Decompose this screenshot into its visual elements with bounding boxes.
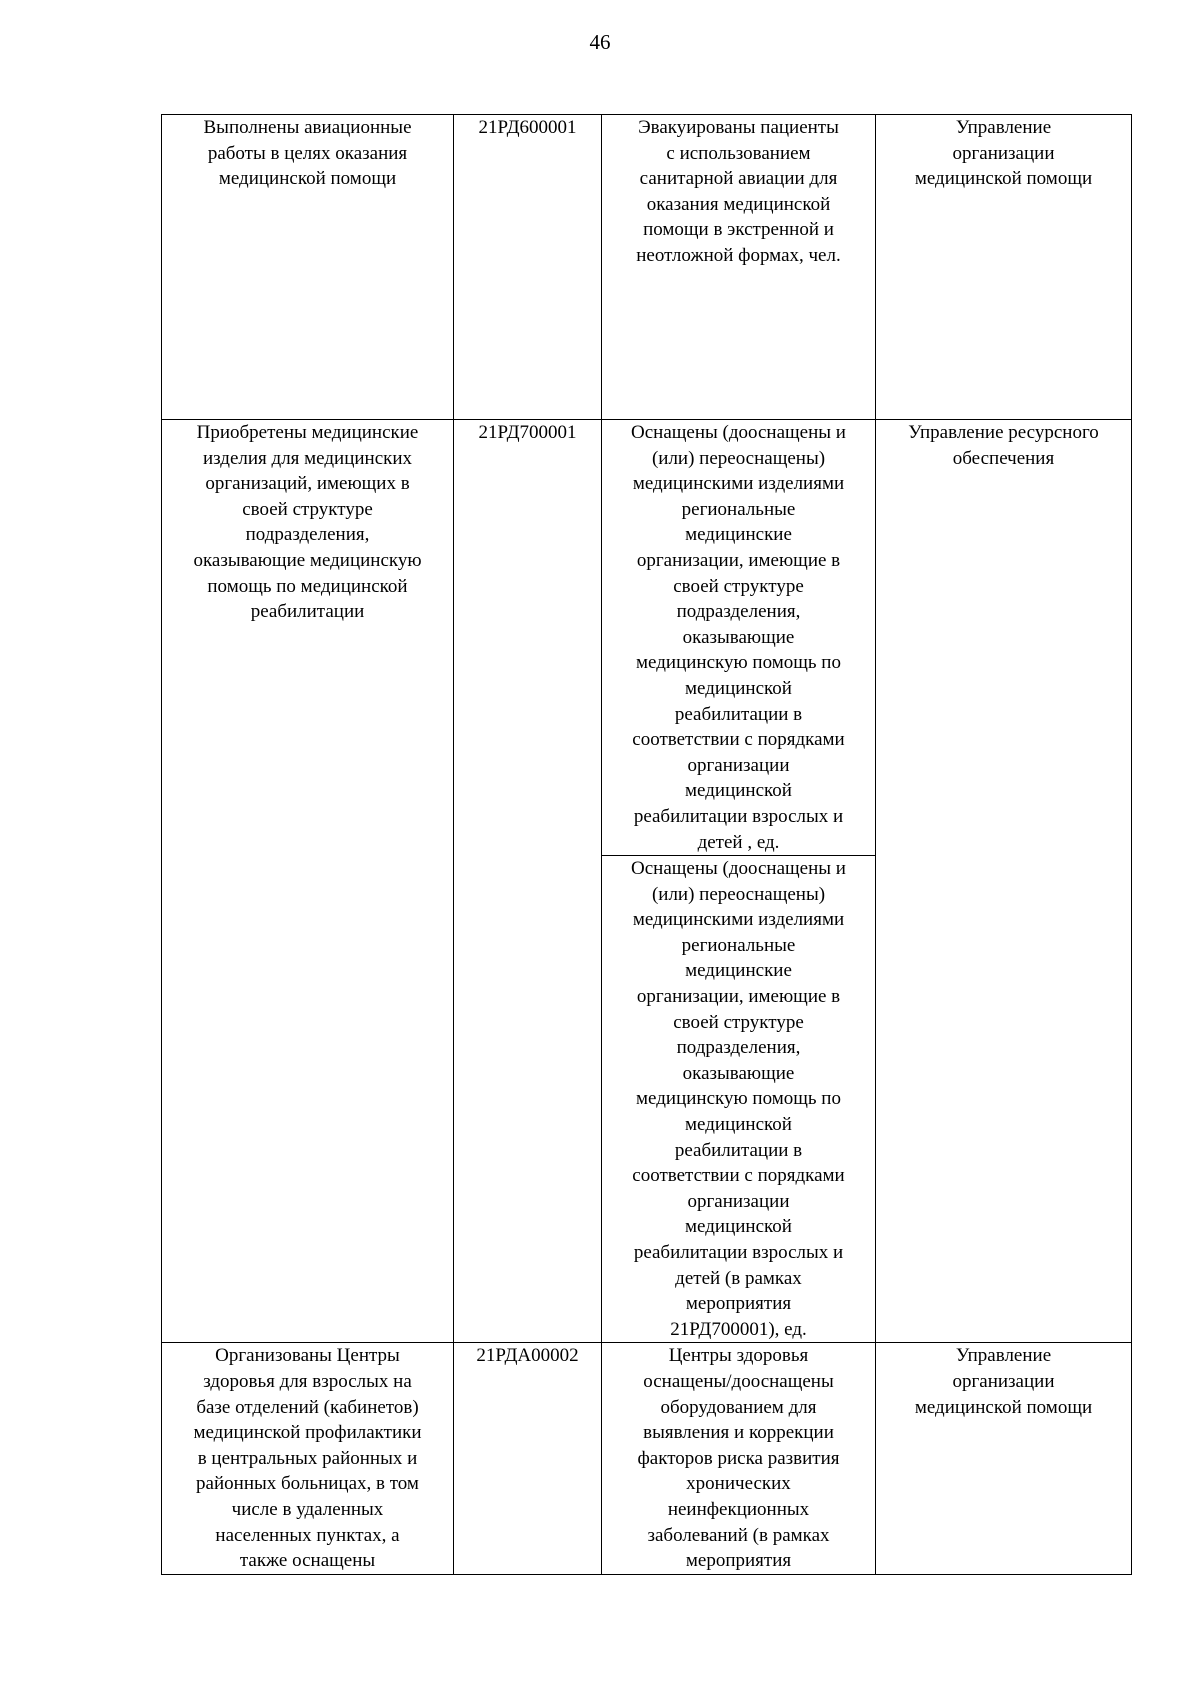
cell-text-line: подразделения, <box>676 1037 801 1059</box>
table-row <box>162 115 1132 420</box>
cell-text-line: реабилитации взрослых и <box>633 805 844 827</box>
cell-text-line: оказания медицинской <box>646 193 831 215</box>
cell-text-line: реабилитации взрослых и <box>633 1242 844 1263</box>
cell-text-line: Приобретены медицинские <box>196 422 419 443</box>
cell-text-line: медицинской <box>685 677 792 699</box>
indicator-cell <box>602 856 876 1343</box>
cell-text-line: оказывающие медицинскую <box>193 549 422 571</box>
responsible-cell <box>876 115 1132 420</box>
cell-text-line: помощь по медицинской <box>207 575 408 597</box>
cell-text-line: Управление <box>955 1345 1052 1367</box>
cell-text-line: числе в удаленных <box>231 1498 384 1520</box>
cell-text-line: региональные <box>681 498 796 520</box>
measures-table <box>161 114 1132 1575</box>
cell-text-line: (или) переоснащены) <box>651 883 826 905</box>
cell-text-line: медицинской помощи <box>914 168 1093 190</box>
indicator-cell <box>602 420 876 856</box>
code-text: 21РД600001 <box>478 117 577 138</box>
cell-text-line: реабилитации в <box>674 1139 803 1161</box>
cell-text-line: обеспечения <box>952 447 1055 469</box>
cell-text-line: медицинской <box>685 1216 792 1238</box>
cell-text-line: здоровья для взрослых на <box>203 1370 412 1392</box>
cell-text-line: Управление <box>955 117 1052 138</box>
cell-text-line: организации <box>952 142 1055 164</box>
cell-text-line: медицинской профилактики <box>193 1422 422 1444</box>
table-row <box>162 420 1132 856</box>
cell-text-line: детей , ед. <box>697 831 780 853</box>
cell-text-line: с использованием <box>666 142 811 164</box>
result-cell <box>162 1343 454 1574</box>
cell-text-line: подразделения, <box>676 601 801 623</box>
cell-text-line: районных больницах, в том <box>196 1473 419 1495</box>
cell-text-line: Организованы Центры <box>215 1345 400 1367</box>
cell-text-line: мероприятия <box>685 1550 792 1572</box>
cell-text-line: Управление ресурсного <box>908 422 1099 443</box>
cell-text-line: оборудованием для <box>660 1396 817 1418</box>
cell-text-line: выявления и коррекции <box>643 1422 834 1444</box>
cell-text-line: своей структуре <box>673 1011 804 1033</box>
cell-text-line: неинфекционных <box>667 1498 810 1520</box>
cell-text-line: подразделения, <box>245 524 370 546</box>
cell-text-line: хронических <box>686 1473 791 1495</box>
cell-text-line: организации <box>687 754 790 776</box>
cell-text-line: оснащены/дооснащены <box>643 1370 834 1392</box>
code-text: 21РДА00002 <box>476 1345 579 1367</box>
cell-text-line: Оснащены (дооснащены и <box>631 858 846 880</box>
cell-text-line: соответствии с порядками <box>632 1165 845 1187</box>
cell-text-line: Оснащены (дооснащены и <box>631 422 846 443</box>
cell-text-line: организации <box>687 1190 790 1212</box>
cell-text-line: региональные <box>681 934 796 956</box>
page-number: 46 <box>589 30 611 54</box>
cell-text-line: своей структуре <box>242 498 373 520</box>
cell-text-line: (или) переоснащены) <box>651 447 826 469</box>
cell-text-line: организации <box>952 1370 1055 1392</box>
cell-text-line: медицинскими изделиями <box>632 909 845 931</box>
result-cell <box>162 115 454 420</box>
code-cell <box>454 115 602 420</box>
indicator-cell <box>602 115 876 420</box>
cell-text-line: изделия для медицинских <box>202 447 413 469</box>
cell-text-line: медицинской <box>685 780 792 802</box>
cell-text-line: медицинскими изделиями <box>632 473 845 495</box>
responsible-cell <box>876 420 1132 1343</box>
table-row <box>162 1343 1132 1574</box>
cell-text-line: также оснащены <box>239 1550 376 1572</box>
cell-text-line: организации, имеющие в <box>636 986 841 1008</box>
cell-text-line: реабилитации <box>250 601 365 623</box>
cell-text-line: соответствии с порядками <box>632 729 845 751</box>
cell-text-line: работы в целях оказания <box>207 142 408 164</box>
cell-text-line: базе отделений (кабинетов) <box>196 1396 419 1418</box>
cell-text-line: Центры здоровья <box>668 1345 809 1367</box>
cell-text-line: Выполнены авиационные <box>203 117 412 138</box>
cell-text-line: организаций, имеющих в <box>205 473 410 495</box>
cell-text-line: оказывающие <box>682 626 795 648</box>
cell-text-line: медицинские <box>685 524 792 546</box>
cell-text-line: мероприятия <box>685 1293 792 1315</box>
result-cell <box>162 420 454 1343</box>
cell-text-line: детей (в рамках <box>675 1267 802 1289</box>
cell-text-line: помощи в экстренной и <box>643 219 834 241</box>
cell-text-line: медицинскую помощь по <box>636 652 841 674</box>
cell-text-line: санитарной авиации для <box>639 168 838 190</box>
cell-text-line: оказывающие <box>682 1062 795 1084</box>
cell-text-line: своей структуре <box>673 575 804 597</box>
cell-text-line: факторов риска развития <box>637 1447 840 1469</box>
cell-text-line: в центральных районных и <box>197 1447 418 1469</box>
code-text: 21РД700001 <box>478 422 577 443</box>
cell-text-line: неотложной формах, чел. <box>636 244 841 266</box>
cell-text-line: медицинскую помощь по <box>636 1088 841 1110</box>
code-cell <box>454 420 602 1343</box>
responsible-cell <box>876 1343 1132 1574</box>
code-cell <box>454 1343 602 1574</box>
cell-text-line: организации, имеющие в <box>636 549 841 571</box>
cell-text-line: Эвакуированы пациенты <box>638 117 839 138</box>
cell-text-line: реабилитации в <box>674 703 803 725</box>
cell-text-line: медицинской <box>685 1114 792 1136</box>
indicator-cell <box>602 1343 876 1574</box>
cell-text-line: медицинские <box>685 960 792 982</box>
cell-text-line: 21РД700001), ед. <box>670 1318 807 1340</box>
cell-text-line: населенных пунктах, а <box>215 1524 400 1546</box>
cell-text-line: заболеваний (в рамках <box>647 1524 830 1546</box>
cell-text-line: медицинской помощи <box>914 1396 1093 1418</box>
cell-text-line: медицинской помощи <box>218 168 397 190</box>
